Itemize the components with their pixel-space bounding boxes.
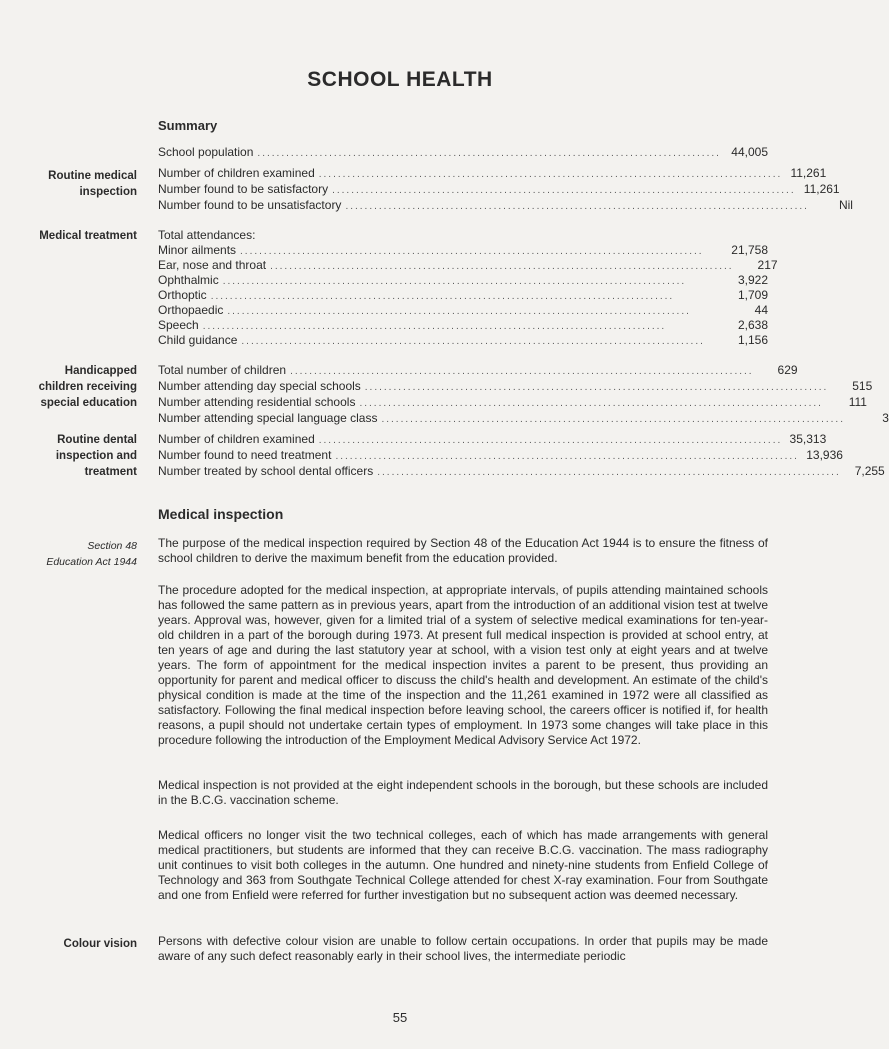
school-population-row: School population ................................................................................................. 44,005 <box>158 145 768 159</box>
table-row: Orthoptic ................................................................................................. 1,709 <box>158 288 768 302</box>
summary-heading: Summary <box>158 118 218 133</box>
table-row: Child guidance ................................................................................................. 1,156 <box>158 333 768 347</box>
medical-inspection-heading: Medical inspection <box>158 506 284 522</box>
routine-medical-side-label: Routine medical inspection <box>48 170 137 198</box>
table-row: Number attending residential schools ................................................................................................. 111 <box>158 395 867 409</box>
table-row: Number found to be satisfactory ................................................................................................. 11,261 <box>158 182 840 196</box>
table-row: Ear, nose and throat ................................................................................................. 217 <box>158 258 778 272</box>
row-value: 44,005 <box>731 145 768 159</box>
table-row: Number found to be unsatisfactory ................................................................................................. Nil <box>158 198 853 212</box>
section-48-side-note: Section 48 Education Act 1944 <box>46 540 137 568</box>
table-row: Number attending day special schools ................................................................................................. 515 <box>158 379 873 393</box>
paragraph: Medical officers no longer visit the two technical colleges, each of which has made arrangements with general medical practitioners, but students are informed that they can receive B.C.G. vaccination. The mass radiography unit continues to visit both colleges in the autumn. One hundred and ninety-nine students from Enfield College of Technology and 363 from Southgate Technical College attended for chest X-ray examination. Four from Southgate and one from Enfield were referred for further investigation but no subsequent action was deemed necessary. <box>158 828 768 902</box>
paragraph: Persons with defective colour vision are unable to follow certain occupations. In order that pupils may be made aware of any such defect reasonably early in their school lives, the intermediate periodic <box>158 934 768 963</box>
table-row: Minor ailments ................................................................................................. 21,758 <box>158 243 768 257</box>
paragraph: The purpose of the medical inspection required by Section 48 of the Education Act 1944 is to ensure the fitness of school children to derive the maximum benefit from the education provided. <box>158 536 768 565</box>
page-number: 55 <box>392 1010 408 1025</box>
table-row: Orthopaedic ................................................................................................. 44 <box>158 303 768 317</box>
dental-side-label: Routine dental inspection and treatment <box>55 434 137 478</box>
table-row: Speech ................................................................................................. 2,638 <box>158 318 768 332</box>
table-row: Number found to need treatment ................................................................................................. 13,936 <box>158 448 843 462</box>
table-row: Total attendances: <box>158 228 256 242</box>
colour-vision-side-label: Colour vision <box>63 938 137 950</box>
row-label: School population <box>158 145 254 159</box>
page-title: SCHOOL HEALTH <box>307 68 493 91</box>
table-row: Total number of children ................................................................................................. 629 <box>158 363 798 377</box>
table-row: Number attending special language class ................................................................................................. 3 <box>158 411 889 425</box>
paragraph: The procedure adopted for the medical inspection, at appropriate intervals, of pupils attending maintained schools has followed the same pattern as in previous years, apart from the introduction of an additional vision test at twelve years. Approval was, however, given for a limited trial of a system of selective medical examinations for ten-year-old children in a part of the borough during 1973. At present full medical inspection is provided at school entry, at ten years of age and during the last statutory year at school, with a vision test only at eight years and at twelve years. The form of appointment for the medical inspection invites a parent to be present, thus providing an opportunity for parent and medical officer to discuss the child's health and development. An estimate of the child's physical condition is made at the time of the inspection and the 11,261 examined in 1972 were all classified as satisfactory. Following the final medical inspection before leaving school, the careers officer is notified if, for health reasons, a pupil should not undertake certain types of employment. In 1973 some changes will take place in this procedure following the introduction of the Employment Medical Advisory Service Act 1972. <box>158 583 768 747</box>
table-row: Number of children examined ................................................................................................. 35,313 <box>158 432 827 446</box>
medical-treatment-side-label: Medical treatment <box>39 230 137 242</box>
table-row: Number of children examined ................................................................................................. 11,261 <box>158 166 827 180</box>
handicapped-side-label: Handicapped children receiving special education <box>38 365 137 409</box>
table-row: Ophthalmic ................................................................................................. 3,922 <box>158 273 768 287</box>
table-row: Number treated by school dental officers ................................................................................................. 7,255 <box>158 464 885 478</box>
paragraph: Medical inspection is not provided at the eight independent schools in the borough, but these schools are included in the B.C.G. vaccination scheme. <box>158 778 768 807</box>
